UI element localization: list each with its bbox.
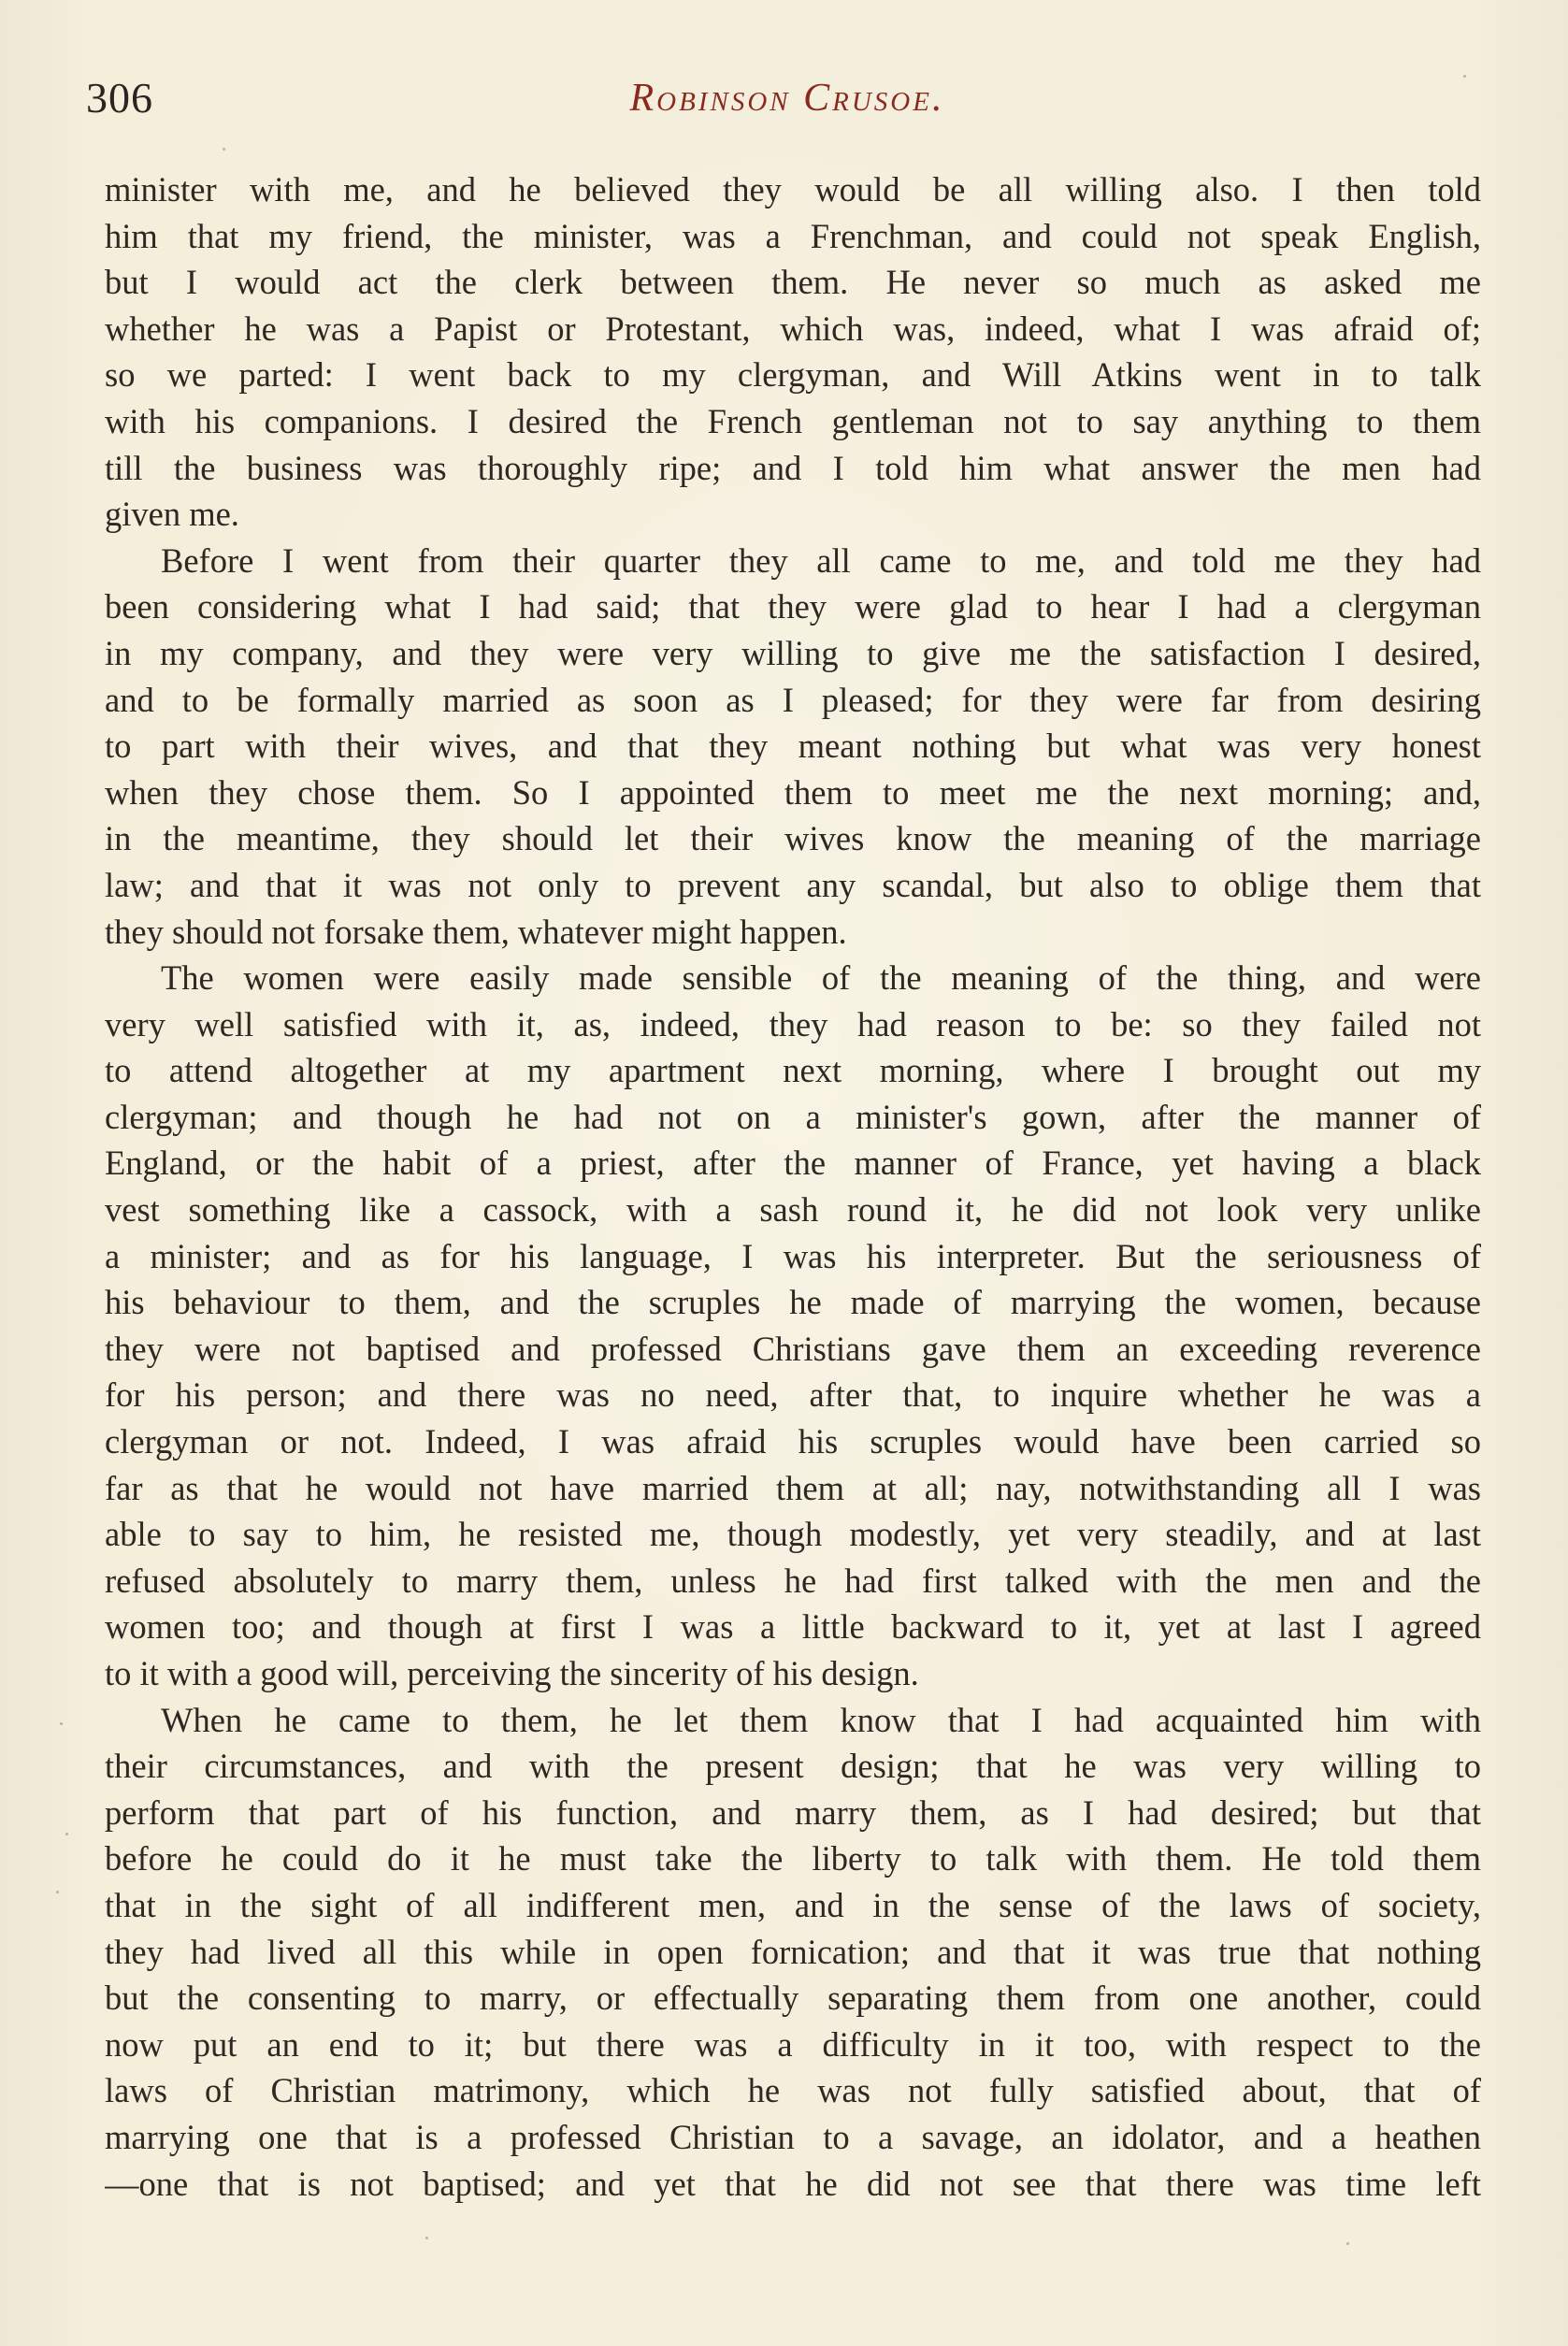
paragraph	[105, 166, 1481, 538]
text-line: their circumstances, and with the present design; that he was very willing to	[105, 1747, 1481, 1786]
text-line: to part with their wives, and that they meant nothing but what was very honest	[105, 727, 1481, 766]
paper-speck	[56, 1891, 59, 1893]
text-line: marrying one that is a professed Christian to a savage, an idolator, and a heathen	[105, 2117, 1481, 2156]
text-line: clergyman or not. Indeed, I was afraid his scruples would have been carried so	[105, 1422, 1481, 1461]
text-line: able to say to him, he resisted me, though modestly, yet very steadily, and at last	[105, 1515, 1481, 1554]
text-line: that in the sight of all indifferent men, and in the sense of the laws of society,	[105, 1885, 1481, 1924]
text-line: so we parted: I went back to my clergyman, and Will Atkins went in to talk	[105, 355, 1481, 395]
paragraph	[105, 955, 1481, 1697]
text-line: a minister; and as for his language, I was his interpreter. But the seriousness of	[105, 1236, 1481, 1275]
paper-speck	[60, 1722, 63, 1725]
text-line: women too; and though at first I was a little backward to it, yet at last I agreed	[105, 1607, 1481, 1647]
text-line: they had lived all this while in open fornication; and that it was true that nothing	[105, 1932, 1481, 1971]
text-line: his behaviour to them, and the scruples he made of marrying the women, because	[105, 1283, 1481, 1322]
text-line: now put an end to it; but there was a difficulty in it too, with respect to the	[105, 2024, 1481, 2064]
text-line: till the business was thoroughly ripe; and I told him what answer the men had	[105, 448, 1481, 487]
text-line: The women were easily made sensible of the meaning of the thing, and were	[161, 958, 1481, 998]
text-line: perform that part of his function, and marry them, as I had desired; but that	[105, 1792, 1481, 1832]
paper-speck	[1463, 75, 1466, 78]
text-line: in my company, and they were very willing to give me the satisfaction I desired,	[105, 633, 1481, 672]
paper-speck	[223, 148, 225, 151]
paper-speck	[1346, 2242, 1349, 2245]
text-line: and to be formally married as soon as I pleased; for they were far from desiring	[105, 680, 1481, 719]
text-line: but the consenting to marry, or effectually separating them from one another, could	[105, 1979, 1481, 2018]
paper-speck	[425, 2237, 428, 2239]
body-text	[105, 166, 1481, 2207]
text-line: with his companions. I desired the French gentleman not to say anything to them	[105, 401, 1481, 440]
text-line: to it with a good will, perceiving the sincerity of his design.	[105, 1654, 919, 1692]
text-line: they were not baptised and professed Christians gave them an exceeding reverence	[105, 1329, 1481, 1368]
text-line: laws of Christian matrimony, which he was not fully satisfied about, that of	[105, 2071, 1481, 2110]
text-line: but I would act the clerk between them. He never so much as asked me	[105, 263, 1481, 302]
text-line: Before I went from their quarter they all came to me, and told me they had	[161, 540, 1481, 580]
paper-speck	[65, 1833, 68, 1835]
text-line: before he could do it he must take the liberty to talk with them. He told them	[105, 1839, 1481, 1878]
text-line: they should not forsake them, whatever might happen.	[105, 912, 847, 951]
running-title: Robinson Crusoe.	[629, 77, 945, 120]
page-number: 306	[86, 74, 153, 122]
paragraph	[105, 538, 1481, 955]
text-line: in the meantime, they should let their wives know the meaning of the marriage	[105, 819, 1481, 858]
page-header	[86, 65, 1489, 131]
paragraph	[105, 1697, 1481, 2208]
text-line: far as that he would not have married them at all; nay, notwithstanding all I was	[105, 1468, 1481, 1507]
text-line: for his person; and there was no need, after that, to inquire whether he was a	[105, 1375, 1481, 1415]
text-line: vest something like a cassock, with a sash round it, he did not look very unlike	[105, 1190, 1481, 1230]
text-line: been considering what I had said; that they were glad to hear I had a clergyman	[105, 587, 1481, 626]
text-line: when they chose them. So I appointed them to meet me the next morning; and,	[105, 772, 1481, 812]
text-line: law; and that it was not only to prevent any scandal, but also to oblige them that	[105, 865, 1481, 904]
text-line: whether he was a Papist or Protestant, which was, indeed, what I was afraid of;	[105, 309, 1481, 348]
text-line: minister with me, and he believed they would be all willing also. I then told	[105, 170, 1481, 209]
text-line: clergyman; and though he had not on a minister's gown, after the manner of	[105, 1097, 1481, 1136]
text-line: refused absolutely to marry them, unless he had first talked with the men and the	[105, 1561, 1481, 1600]
text-line: England, or the habit of a priest, after the manner of France, yet having a black	[105, 1144, 1481, 1183]
text-line: —one that is not baptised; and yet that he did not see that there was time left	[105, 2164, 1481, 2203]
text-line: When he came to them, he let them know that I had acquainted him with	[161, 1700, 1481, 1739]
text-line: given me.	[105, 495, 239, 534]
text-line: him that my friend, the minister, was a Frenchman, and could not speak English,	[105, 216, 1481, 255]
text-line: very well satisfied with it, as, indeed, they had reason to be: so they failed not	[105, 1004, 1481, 1043]
text-line: to attend altogether at my apartment next morning, where I brought out my	[105, 1051, 1481, 1090]
